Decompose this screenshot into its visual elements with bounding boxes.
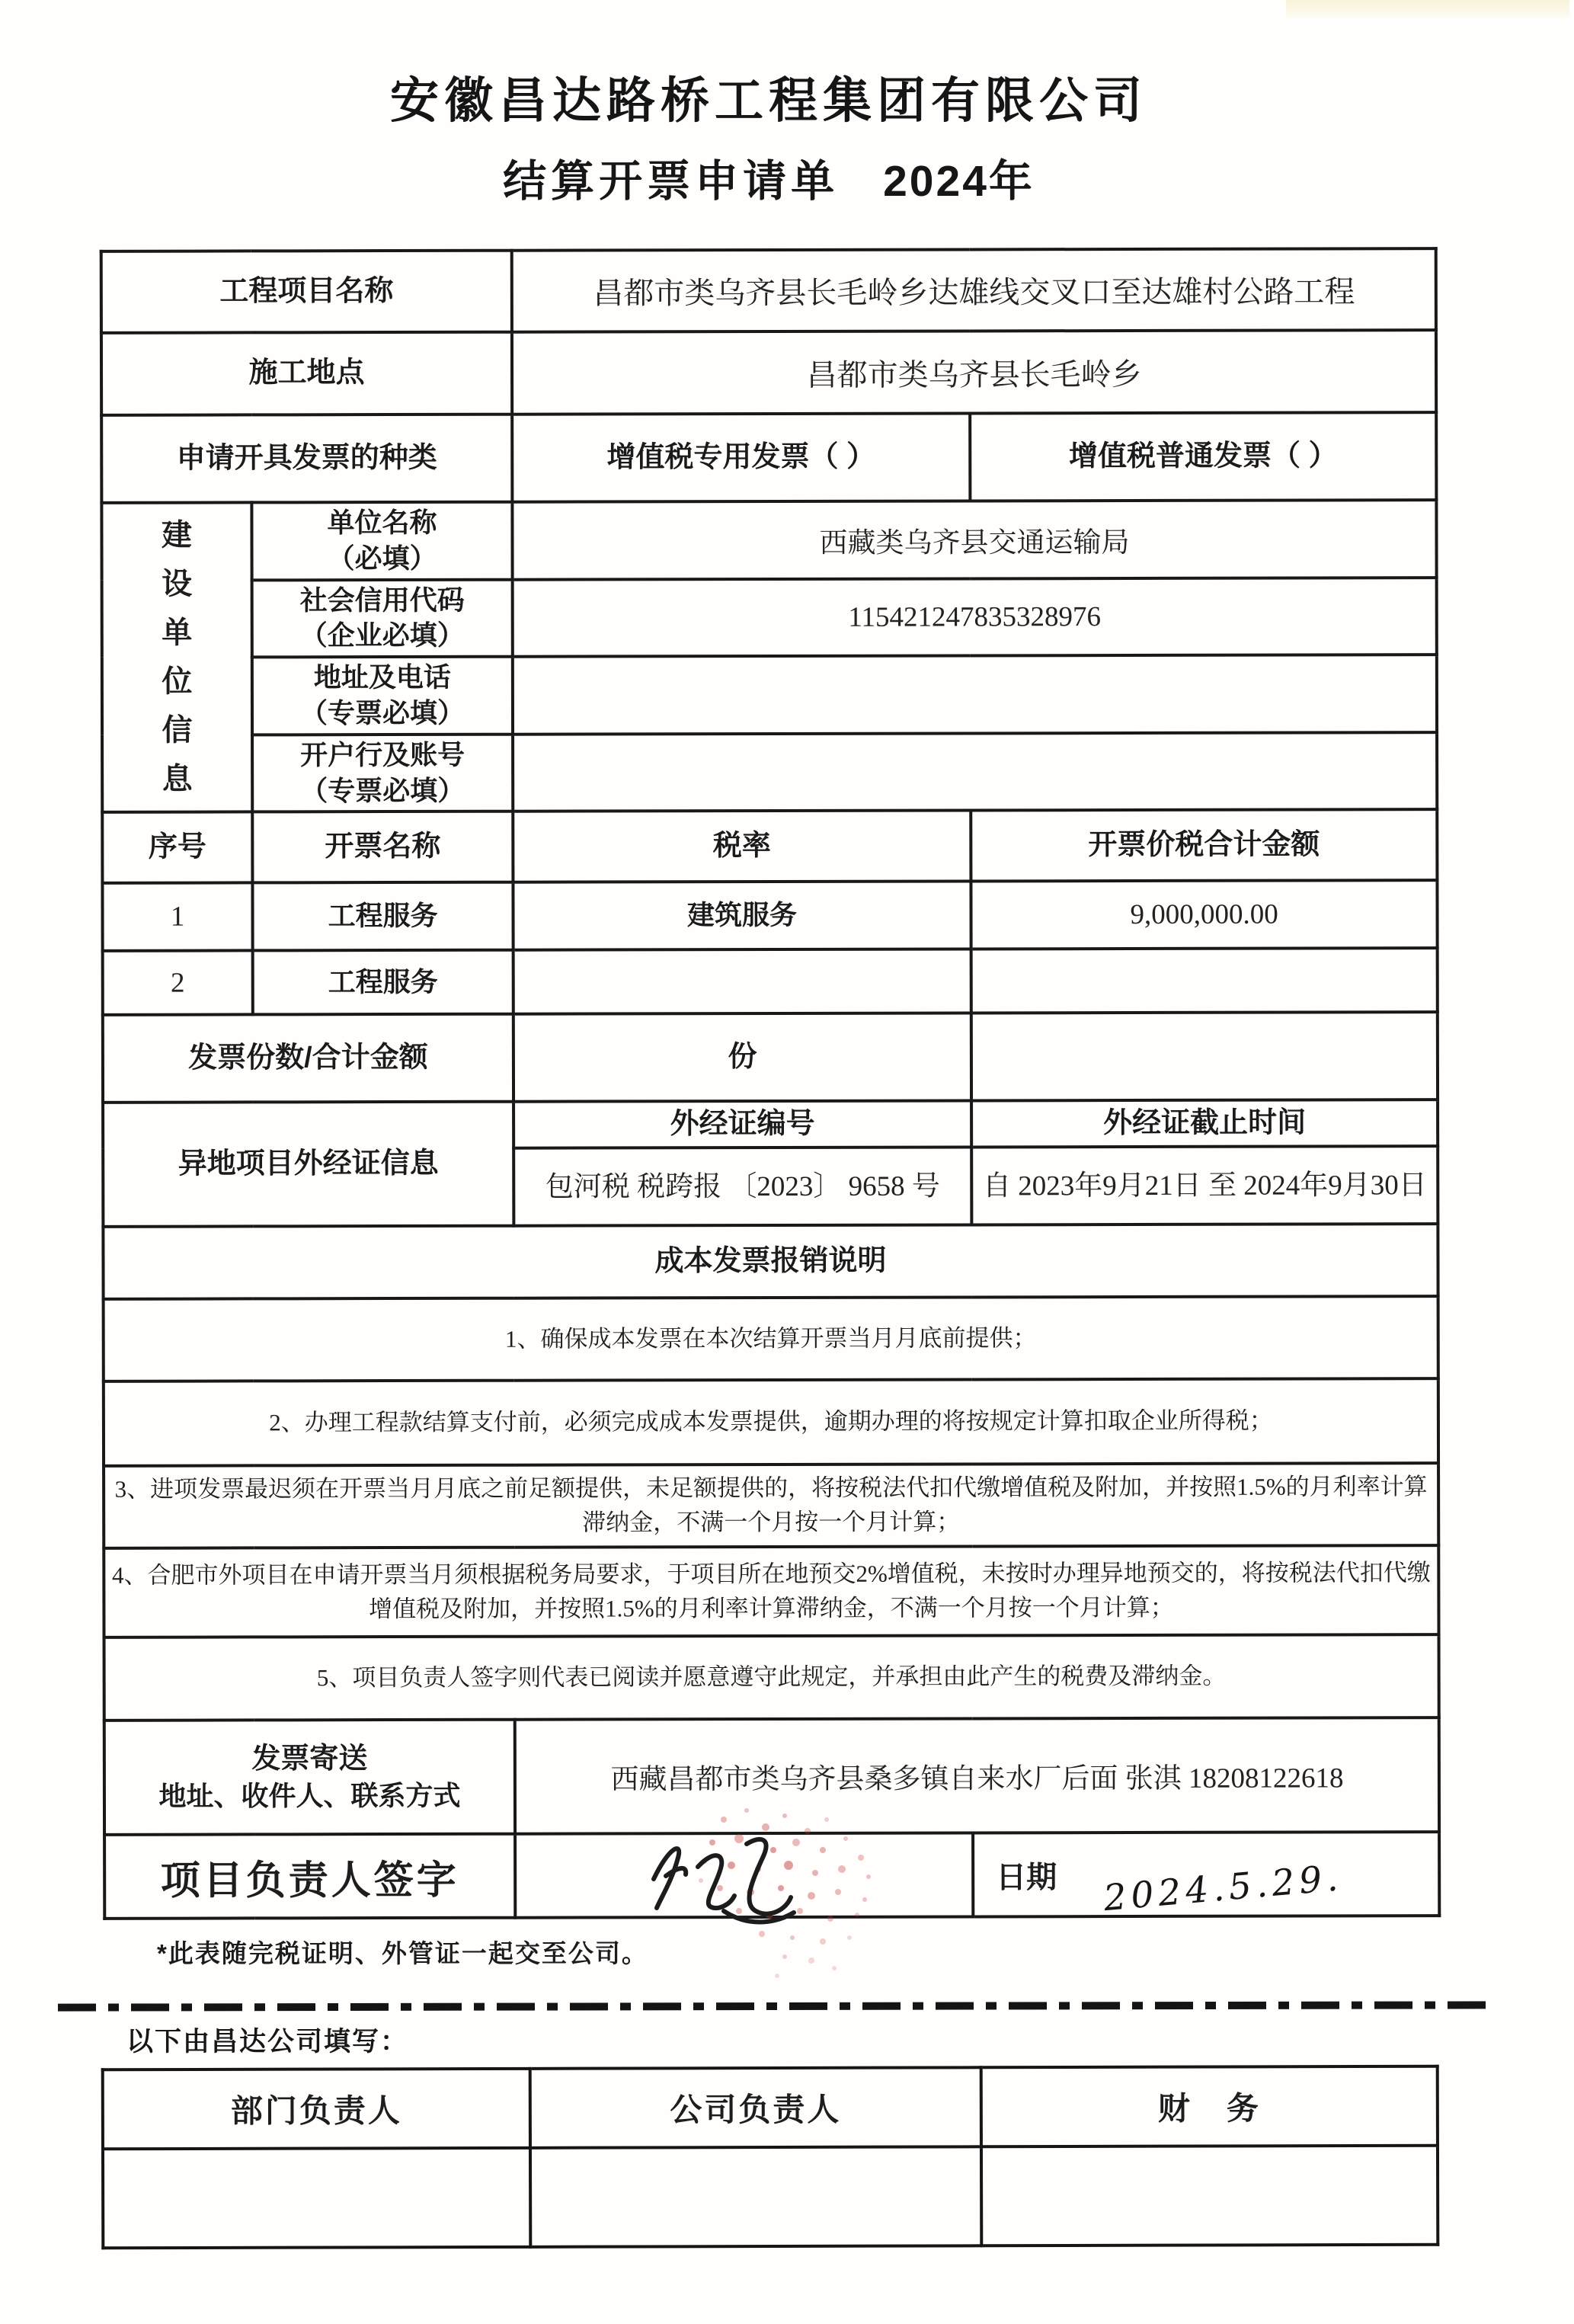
billing-row1-amount: 9,000,000.00 [971, 881, 1437, 949]
form-title [101, 146, 1436, 209]
billing-row1-tax: 建筑服务 [513, 882, 971, 950]
bank-account-label-cell: 开户行及账号 （专票必填） [252, 734, 513, 811]
dash-dot-divider [58, 2001, 1493, 2011]
dept-manager-sign-cell [103, 2148, 530, 2248]
form-title-text: 结算开票申请单 [503, 156, 840, 206]
project-name-value-cell: 昌都市类乌齐县长毛岭乡达雄线交叉口至达雄村公路工程 [512, 248, 1436, 332]
handwritten-date: 2024.5.29. [1102, 1857, 1345, 1920]
cost-note-item-1: 1、确保成本发票在本次结算开票当月月底前提供； [104, 1297, 1438, 1382]
billing-row-1 [102, 881, 1437, 952]
row-owner-credit-code [102, 578, 1437, 658]
invoice-count-label-cell: 发票份数/合计金额 [103, 1014, 513, 1103]
delivery-label-cell: 发票寄送 地址、收件人、联系方式 [104, 1720, 515, 1835]
company-manager-sign-cell [530, 2146, 981, 2247]
row-signature [104, 1833, 1439, 1919]
waijing-no-value-cell: 包河税 税跨报 〔2023〕 9658 号 [513, 1148, 971, 1226]
row-owner-address [102, 655, 1437, 735]
signature-label-cell: 项目负责人签字 [104, 1834, 515, 1919]
owner-group-vertical-label: 建设单位信息 [161, 518, 193, 796]
row-cost-note-5 [104, 1635, 1439, 1721]
address-phone-value-cell [513, 655, 1437, 734]
invoice-type-special-cell: 增值税专用发票（ ） [512, 413, 970, 501]
row-owner-bank [102, 732, 1437, 812]
owner-name-value-cell: 西藏类乌齐县交通运输局 [512, 500, 1436, 579]
cost-note-title-cell: 成本发票报销说明 [103, 1224, 1438, 1300]
billing-row2-tax [513, 949, 971, 1014]
signature-area-cell [515, 1833, 973, 1918]
waijing-deadline-header-cell: 外经证截止时间 [971, 1100, 1438, 1148]
cost-note-item-5: 5、项目负责人签字则代表已阅读并愿意遵守此规定，并承担由此产生的税费及滞纳金。 [104, 1635, 1439, 1721]
billing-row2-name: 工程服务 [253, 950, 513, 1015]
billing-no-header-cell: 序号 [102, 812, 252, 883]
invoice-count-amount-cell [971, 1013, 1438, 1101]
row-cost-note-3 [104, 1464, 1438, 1549]
finance-sign-cell [981, 2146, 1438, 2246]
waijing-no-header-cell: 外经证编号 [513, 1101, 971, 1148]
billing-row2-amount [971, 949, 1438, 1013]
approval-header-row [103, 2066, 1438, 2150]
row-waijing-header [103, 1100, 1438, 1150]
row-cost-note-1 [104, 1297, 1438, 1382]
row-billing-header [102, 810, 1437, 884]
delivery-value-cell: 西藏昌都市类乌齐县桑多镇自来水厂后面 张淇 18208122618 [515, 1718, 1439, 1835]
waijing-label-cell: 异地项目外经证信息 [103, 1102, 513, 1227]
main-form-table [100, 247, 1441, 1920]
cost-note-item-3: 3、进项发票最迟须在开票当月月底之前足额提供，未足额提供的，将按税法代扣代缴增值税及附加，并按照1.5%的月利率计算滞纳金，不满一个月按一个月计算； [104, 1464, 1438, 1549]
row-invoice-type [101, 412, 1436, 503]
footnote: *此表随完税证明、外管证一起交至公司。 [157, 1939, 648, 1967]
waijing-deadline-value-cell: 自 2023年9月21日 至 2024年9月30日 [971, 1147, 1438, 1225]
row-cost-note-title [103, 1224, 1438, 1300]
approval-table [101, 2065, 1440, 2250]
billing-row1-name: 工程服务 [252, 882, 513, 951]
cost-note-item-2: 2、办理工程款结算支付前，必须完成成本发票提供，逾期办理的将按规定计算扣取企业所得税； [104, 1379, 1438, 1467]
site-value-cell: 昌都市类乌齐县长毛岭乡 [512, 330, 1436, 415]
cost-note-item-4: 4、合肥市外项目在申请开票当月须根据税务局要求，于项目所在地预交2%增值税，未按时办理异地预交的，将按税法代扣代缴增值税及附加，并按照1.5%的月利率计算滞纳金，不满一个月按一个月计算； [104, 1546, 1438, 1638]
date-label: 日期 [996, 1861, 1057, 1895]
billing-amount-header-cell: 开票价税合计金额 [971, 810, 1437, 882]
billing-tax-header-cell: 税率 [513, 811, 971, 882]
row-cost-note-2 [104, 1379, 1438, 1467]
scan-artifact-smudge [1286, 0, 1569, 20]
site-label-cell: 施工地点 [101, 332, 512, 415]
form-year: 2024年 [883, 156, 1035, 206]
invoice-type-general-cell: 增值税普通发票（ ） [970, 412, 1436, 501]
credit-code-label-cell: 社会信用代码 （企业必填） [252, 579, 513, 657]
project-name-label-cell: 工程项目名称 [101, 251, 512, 333]
address-phone-label-cell: 地址及电话 （专票必填） [252, 657, 513, 735]
row-delivery [104, 1718, 1439, 1836]
row-construction-site [101, 330, 1436, 415]
invoice-type-label-cell: 申请开具发票的种类 [101, 415, 512, 503]
dept-manager-header-cell: 部门负责人 [103, 2069, 530, 2149]
billing-row1-no: 1 [102, 883, 252, 951]
bank-account-value-cell [513, 732, 1437, 811]
company-manager-header-cell: 公司负责人 [530, 2067, 981, 2148]
row-invoice-count [103, 1013, 1438, 1103]
approval-blank-row [103, 2146, 1438, 2249]
date-cell [973, 1833, 1439, 1920]
row-project-name [101, 248, 1436, 333]
billing-row2-no: 2 [103, 951, 253, 1015]
billing-row-2 [103, 949, 1438, 1016]
finance-header-cell: 财 务 [981, 2066, 1438, 2147]
owner-group-label-cell [101, 502, 252, 812]
billing-name-header-cell: 开票名称 [252, 811, 513, 883]
row-cost-note-4 [104, 1546, 1438, 1638]
credit-code-value-cell: 115421247835328976 [513, 578, 1437, 657]
company-name-title: 安徽昌达路桥工程集团有限公司 [390, 73, 1147, 128]
owner-name-label-cell: 单位名称 （必填） [251, 502, 512, 580]
invoice-count-unit-cell: 份 [513, 1013, 971, 1102]
company-fill-note: 以下由昌达公司填写： [126, 2027, 409, 2057]
document-header [101, 73, 1436, 209]
row-owner-name [101, 500, 1436, 580]
